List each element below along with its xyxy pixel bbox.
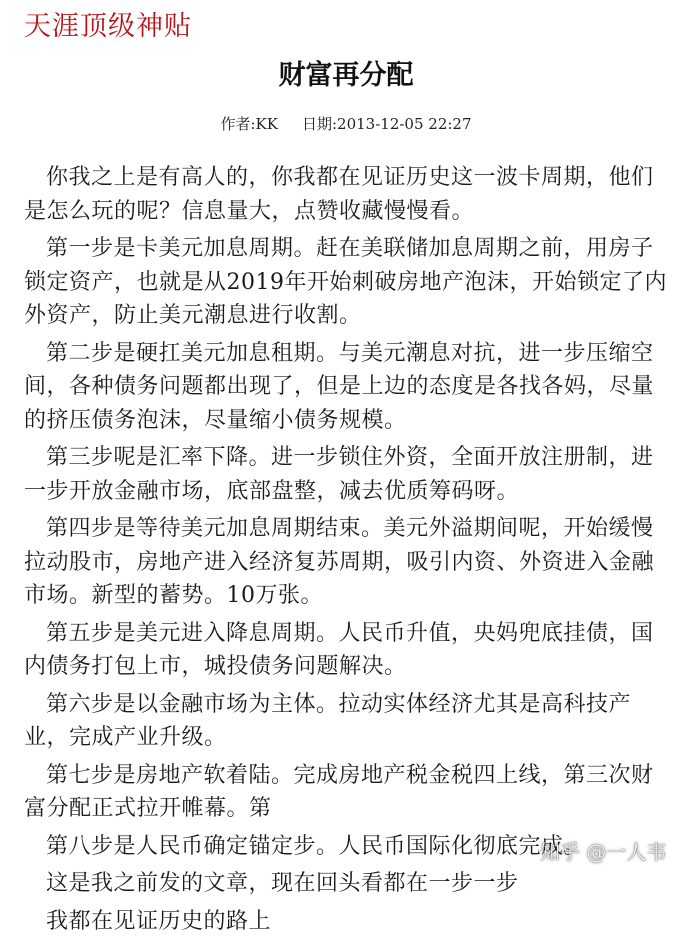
site-title: 天涯顶级神贴 xyxy=(24,11,192,42)
article-meta xyxy=(0,112,692,136)
paragraph-1: 你我之上是有高人的，你我都在见证历史这一波卡周期，他们是怎么玩的呢？信息量大，点赞收藏慢慢看。 xyxy=(24,165,654,224)
paragraph-8: 第七步是房地产软着陆。完成房地产税金税四上线，第三次财富分配正式拉开帷幕。第 xyxy=(24,762,654,821)
paragraph-10: 这是我之前发的文章，现在回头看都在一步一步 xyxy=(46,871,519,896)
zhihu-watermark: 知乎 @一人韦 xyxy=(540,840,667,864)
author-label: 作者: xyxy=(220,115,256,133)
article-title: 财富再分配 xyxy=(278,60,414,91)
author-name: KK xyxy=(255,115,278,133)
date-label: 日期: xyxy=(301,115,338,133)
paragraph-2: 第一步是卡美元加息周期。赶在美联储加息周期之前，用房子锁定资产，也就是从2019年开始刺破房地产泡沫，开始锁定了内外资产，防止美元潮息进行收割。 xyxy=(24,236,667,328)
paragraph-7: 第六步是以金融市场为主体。拉动实体经济尤其是高科技产业，完成产业升级。 xyxy=(24,691,632,750)
paragraph-4: 第三步呢是汇率下降。进一步锁住外资，全面开放注册制，进一步开放金融市场，底部盘整，减去优质筹码呀。 xyxy=(24,445,654,504)
paragraph-9: 第八步是人民币确定锚定步。人民币国际化彻底完成。 xyxy=(46,833,587,859)
article-body xyxy=(24,161,668,942)
paragraph-6: 第五步是美元进入降息周期。人民币升值，央妈兜底挂债，国内债务打包上市，城投债务问题解决。 xyxy=(24,620,654,679)
paragraph-3: 第二步是硬扛美元加息租期。与美元潮息对抗，进一步压缩空间，各种债务问题都出现了，但是上边的态度是各找各妈，尽量的挤压债务泡沫，尽量缩小债务规模。 xyxy=(24,340,655,433)
paragraph-5: 第四步是等待美元加息周期结束。美元外溢期间呢，开始缓慢拉动股市，房地产进入经济复苏周期，吸引内资、外资进入金融市场。新型的蓄势。10万张。 xyxy=(24,516,655,608)
post-date: 2013-12-05 22:27 xyxy=(337,115,472,133)
paragraph-11: 我都在见证历史的路上 xyxy=(46,908,272,934)
